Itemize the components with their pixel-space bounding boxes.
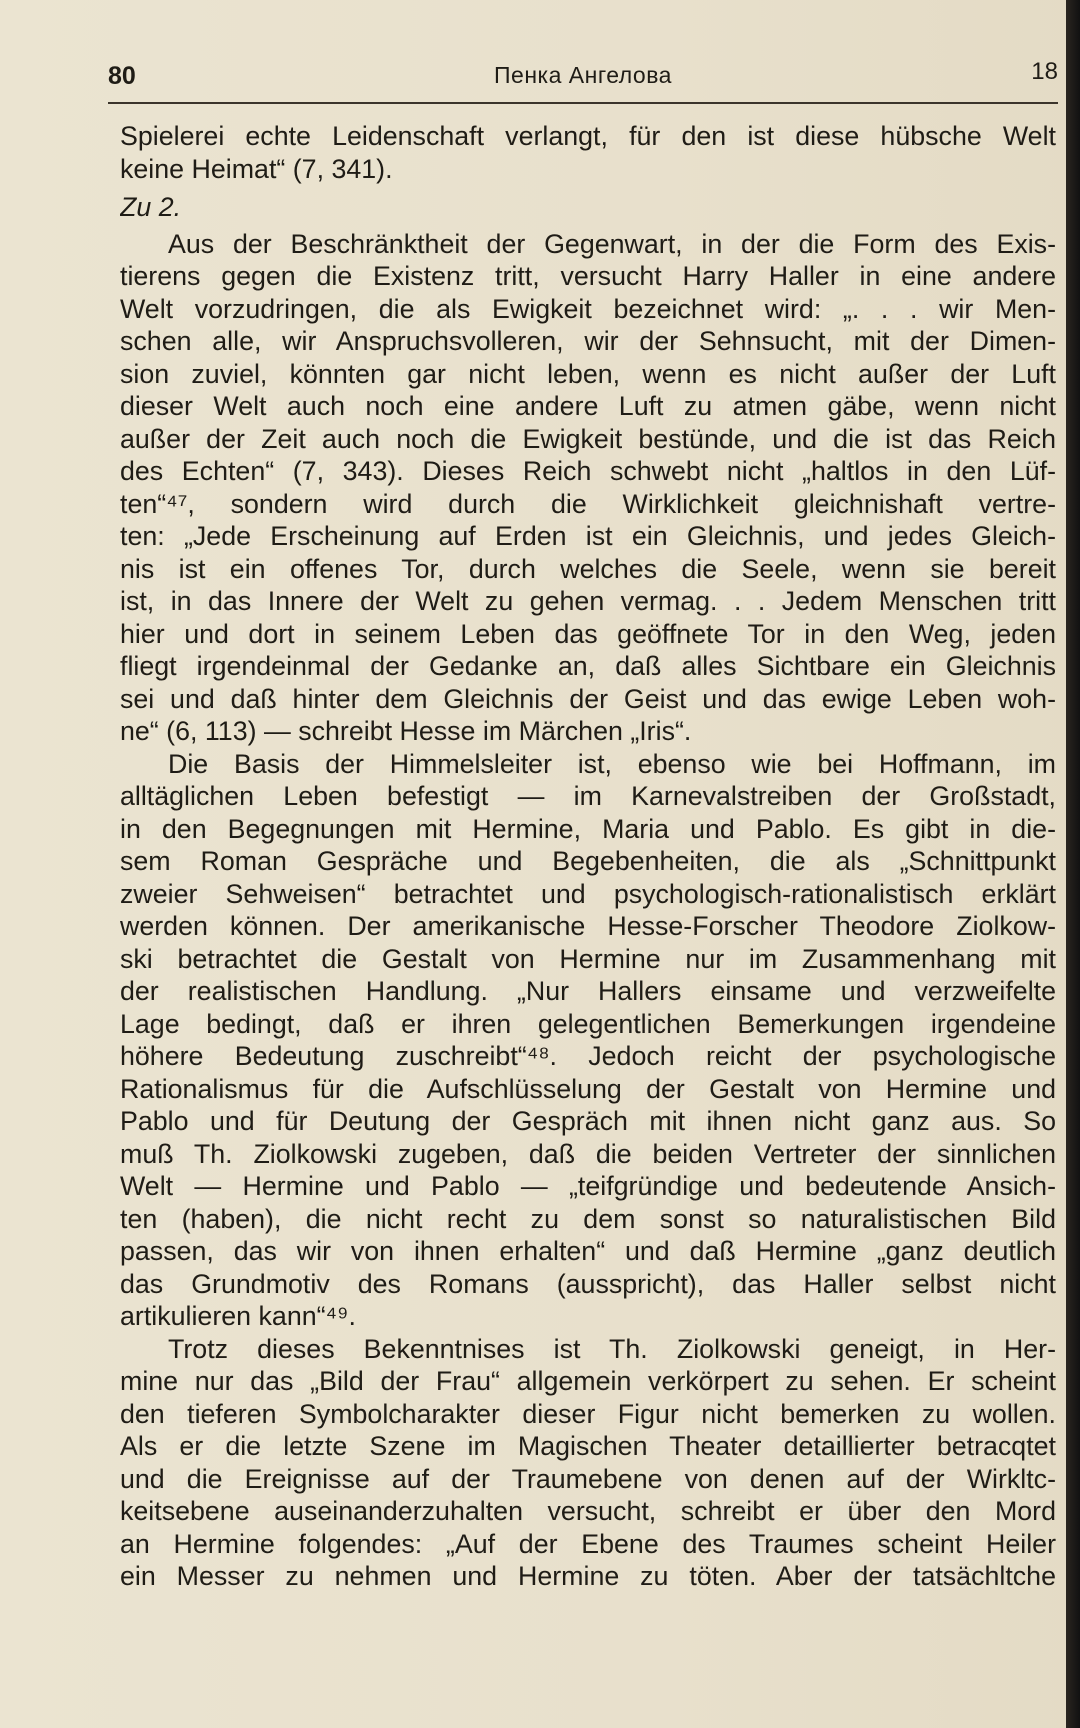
text-line: dieser Welt auch noch eine andere Luft zu atmen gäbe, wenn nicht [120,391,1056,421]
text-line: Spielerei echte Leidenschaft verlangt, für den ist diese hübsche Welt [120,121,1056,151]
text-line: Lage bedingt, daß er ihren gelegentlichen Bemerkungen irgendeine [120,1008,1056,1039]
text-line: an Hermine folgendes: „Auf der Ebene des Traumes scheint Heiler [120,1528,1056,1559]
page-edge-shadow [1066,0,1080,1728]
text-line: werden können. Der amerikanische Hesse-Forscher Theodore Ziolkow- [120,911,1056,941]
paragraph-1 [120,228,1056,748]
text-line: zweier Sehweisen“ betrachtet und psychologisch-rationalistisch erklärt [120,878,1056,909]
text-line: ski betrachtet die Gestalt von Hermine nur im Zusammenhang mit [120,943,1056,974]
text-line: ten (haben), die nicht recht zu dem sonst so naturalistischen Bild [120,1203,1056,1234]
text-line: und die Ereignisse auf der Traumebene von denen auf der Wirkltc- [120,1463,1056,1494]
text-line: höhere Bedeutung zuschreibt“⁴⁸. Jedoch reicht der psychologische [120,1041,1056,1071]
text-line: hier und dort in seinem Leben das geöffnete Tor in den Weg, jeden [120,618,1056,649]
text-line: ist, in das Innere der Welt zu gehen vermag. . . Jedem Menschen tritt [120,586,1056,616]
text-line: sion zuviel, könnten gar nicht leben, wenn es nicht außer der Luft [120,358,1056,389]
text-line: das Grundmotiv des Romans (ausspricht), das Haller selbst nicht [120,1268,1056,1299]
header-rule [108,102,1058,104]
text-line: in den Begegnungen mit Hermine, Maria und Pablo. Es gibt in die- [120,813,1056,844]
text-line: sei und daß hinter dem Gleichnis der Geist und das ewige Leben woh- [120,683,1056,714]
text-line: mine nur das „Bild der Frau“ allgemein verkörpert zu sehen. Er scheint [120,1366,1056,1396]
text-line: ne“ (6, 113) — schreibt Hesse im Märchen „Iris“. [120,716,692,746]
text-line: fliegt irgendeinmal der Gedanke an, daß alles Sichtbare ein Gleichnis [120,651,1056,681]
text-line: Pablo und für Deutung der Gespräch mit ihnen nicht ganz aus. So [120,1106,1056,1136]
text-line: außer der Zeit auch noch die Ewigkeit bestünde, und die ist das Reich [120,423,1056,454]
text-line: Trotz dieses Bekenntnises ist Th. Ziolkowski geneigt, in Her- [168,1333,1056,1364]
text-line: Welt — Hermine und Pablo — „teifgründige und bedeutende Ansich- [120,1171,1056,1201]
text-line: Aus der Beschränktheit der Gegenwart, in der die Form des Exis- [168,228,1056,259]
text-line: muß Th. Ziolkowski zugeben, daß die beiden Vertreter der sinnlichen [120,1138,1056,1169]
text-line: sem Roman Gespräche und Begebenheiten, die als „Schnittpunkt [120,846,1056,876]
text-line: schen alle, wir Anspruchsvolleren, wir der Sehnsucht, mit der Dimen- [120,326,1056,356]
section-heading: Zu 2. [120,192,182,222]
text-line: den tieferen Symbolcharakter dieser Figur nicht bemerken zu wollen. [120,1398,1056,1429]
text-line: ein Messer zu nehmen und Hermine zu töten. Aber der tatsächltche [120,1561,1056,1591]
text-line: der realistischen Handlung. „Nur Hallers einsame und verzweifelte [120,976,1056,1006]
text-line: Die Basis der Himmelsleiter ist, ebenso wie bei Hoffmann, im [168,748,1056,779]
text-line: Welt vorzudringen, die als Ewigkeit bezeichnet wird: „. . . wir Men- [120,293,1056,324]
text-line: Rationalismus für die Aufschlüsselung der Gestalt von Hermine und [120,1073,1056,1104]
text-line: keitsebene auseinanderzuhalten versucht, schreibt er über den Mord [120,1496,1056,1526]
body-text [120,120,1056,1593]
text-line: ten: „Jede Erscheinung auf Erden ist ein Gleichnis, und jedes Gleich- [120,521,1056,551]
page-header [108,58,1058,98]
corner-mark: 18 [1031,58,1058,85]
text-line: des Echten“ (7, 343). Dieses Reich schwebt nicht „haltlos in den Lüf- [120,456,1056,486]
text-line: Als er die letzte Szene im Magischen Theater detaillierter betracqtet [120,1431,1056,1461]
text-line: ten“⁴⁷, sondern wird durch die Wirklichkeit gleichnishaft vertre- [120,488,1056,519]
paragraph-2 [120,748,1056,1333]
text-line: passen, das wir von ihnen erhalten“ und daß Hermine „ganz deutlich [120,1236,1056,1266]
text-line: alltäglichen Leben befestigt — im Karnevalstreiben der Großstadt, [120,781,1056,811]
text-line: artikulieren kann“⁴⁹. [120,1301,356,1331]
page-number: 80 [108,62,136,90]
running-title: Пенка Ангелова [494,62,672,88]
text-line: nis ist ein offenes Tor, durch welches die Seele, wenn sie bereit [120,553,1056,584]
paragraph-3 [120,1333,1056,1593]
text-line: tierens gegen die Existenz tritt, versucht Harry Haller in eine andere [120,261,1056,291]
text-line: keine Heimat“ (7, 341). [120,153,393,184]
